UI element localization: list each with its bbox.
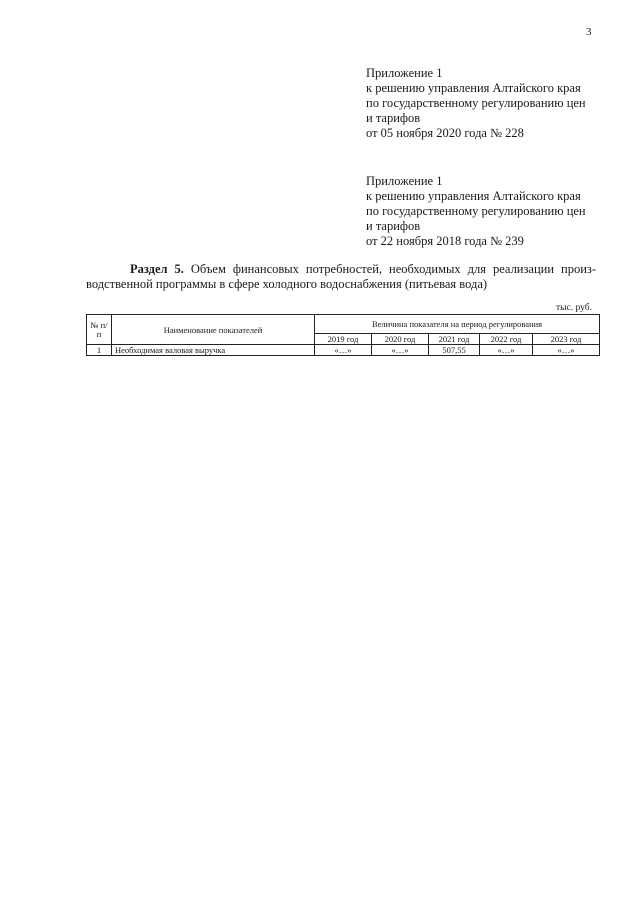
header-year: 2020 год [372, 334, 429, 345]
appendix-line: Приложение 1 [366, 66, 443, 80]
appendix-current-block [366, 66, 616, 141]
page-number: 3 [586, 26, 592, 38]
financial-needs-table [86, 314, 600, 356]
row-value: «…» [315, 345, 372, 356]
row-value: «…» [372, 345, 429, 356]
section-title-line2: водственной программы в сфере холодного водоснабжения (питьевая вода) [86, 277, 488, 291]
section-title-line1: Объем финансовых потребностей, необходимых для реализации произ- [183, 262, 596, 276]
header-name: Наименование показателей [112, 315, 315, 345]
header-period-group: Величина показателя на период регулирования [315, 315, 600, 334]
table-row [87, 345, 600, 356]
appendix-line: и тарифов [366, 111, 421, 125]
row-number: 1 [87, 345, 112, 356]
units-label: тыс. руб. [556, 303, 592, 313]
appendix-line: и тарифов [366, 219, 421, 233]
section-label: Раздел 5. [130, 262, 184, 276]
row-value: «…» [480, 345, 533, 356]
row-value: «…» [533, 345, 600, 356]
appendix-line: по государственному регулированию цен [366, 204, 586, 218]
appendix-line: по государственному регулированию цен [366, 96, 586, 110]
appendix-line: от 05 ноября 2020 года № 228 [366, 126, 524, 140]
header-year: 2021 год [429, 334, 480, 345]
header-year: 2022 год [480, 334, 533, 345]
appendix-line: Приложение 1 [366, 174, 443, 188]
header-year: 2019 год [315, 334, 372, 345]
header-year: 2023 год [533, 334, 600, 345]
row-value: 507,55 [429, 345, 480, 356]
section-heading [86, 262, 596, 292]
header-number: № п/п [87, 315, 112, 345]
appendix-line: от 22 ноября 2018 года № 239 [366, 234, 524, 248]
row-name: Необходимая валовая выручка [112, 345, 315, 356]
appendix-line: к решению управления Алтайского края [366, 81, 581, 95]
appendix-line: к решению управления Алтайского края [366, 189, 581, 203]
appendix-previous-block [366, 174, 616, 249]
